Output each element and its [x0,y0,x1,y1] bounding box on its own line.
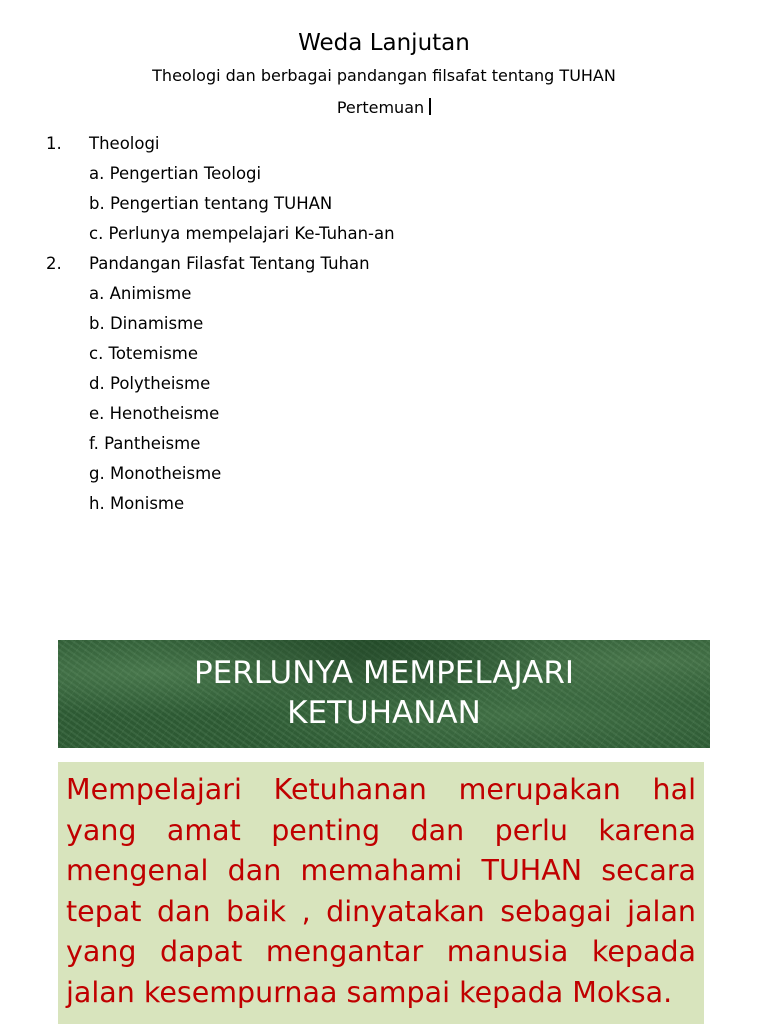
content-paragraph: Mempelajari Ketuhanan merupakan hal yang amat penting dan perlu karena mengenal dan memahami TUHAN secara tepat dan baik , dinyatakan sebagai jalan yang dapat mengantar manusia kepada jalan kesempurnaa sampai kepada Moksa. [66,773,696,1009]
session-text: Pertemuan [336,98,425,117]
page-subtitle: Theologi dan berbagai pandangan filsafat tentang TUHAN [152,66,616,85]
text-cursor-mark [429,98,431,115]
section-number: 1. [46,134,62,153]
banner-title-line-1: PERLUNYA MEMPELAJARI [193,655,575,691]
page-title: Weda Lanjutan [298,30,470,56]
section-number: 2. [46,254,62,273]
content-box [58,762,704,1024]
session-label [0,98,768,117]
banner-title-line-2: KETUHANAN [287,695,481,731]
section-label: Theologi [89,134,160,153]
section-label: Pandangan Filasfat Tentang Tuhan [89,254,370,273]
section-banner [58,640,710,748]
